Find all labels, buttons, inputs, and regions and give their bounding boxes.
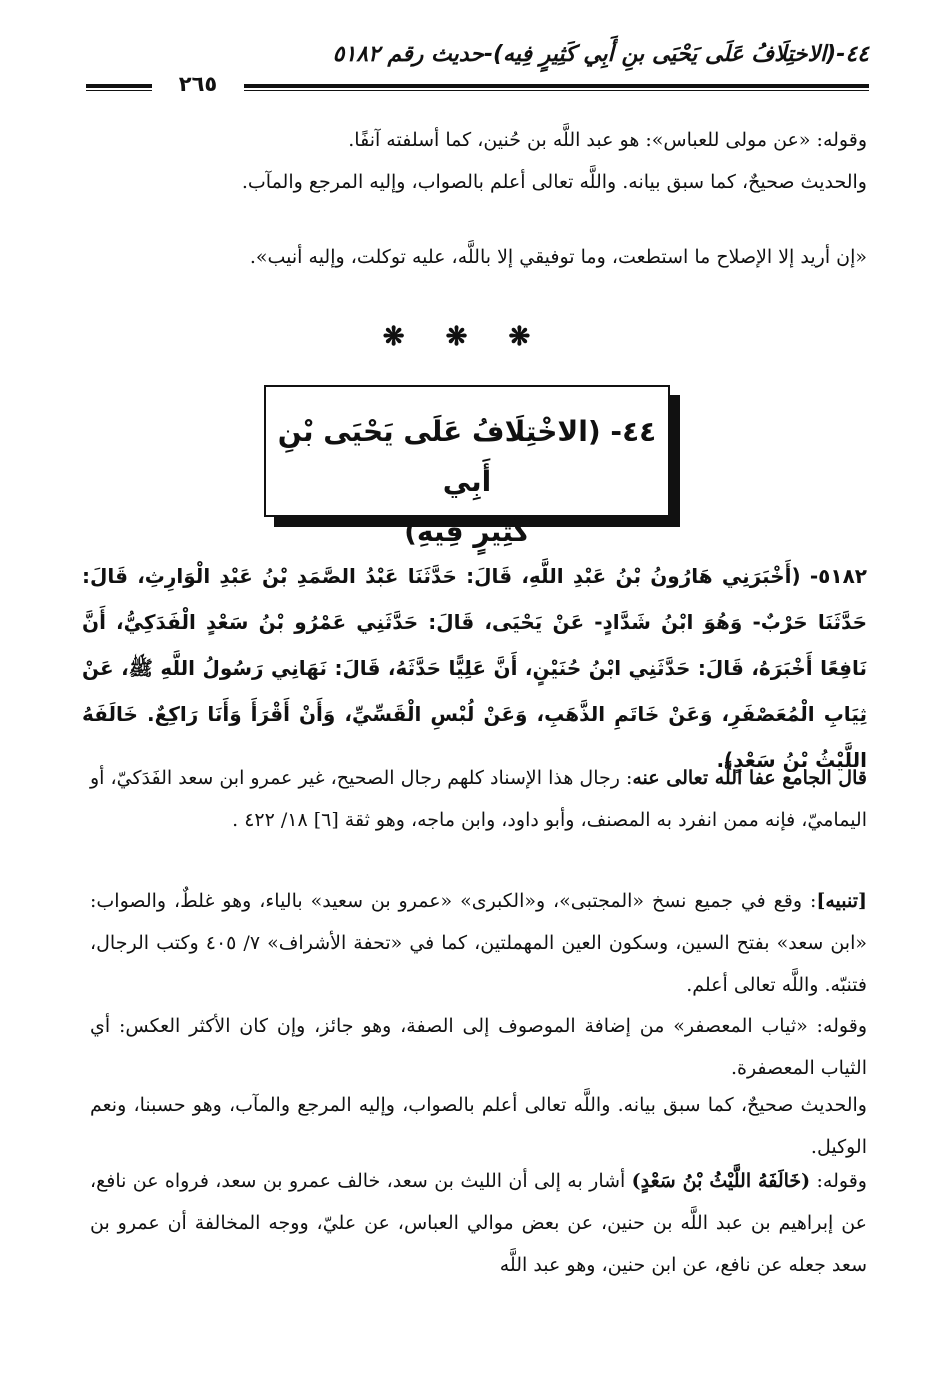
layth-body: أشار به إلى أن الليث بن سعد، خالف عمرو بن سعد، فرواه عن نافع، عن إبراهيم بن عبد اللَّه بن حنين، عن بعض موالي العباس، عن عليّ، ووجه المخالفة أن عمرو بن سعد جعله عن نافع، عن ابن حنين، وهو عبد اللَّه xyxy=(90,1170,867,1276)
running-header-title: ٤٤-(الاختِلَافُ عَلَى يَحْيَى بنِ أَبِي كَثِيرٍ فِيه)-حديث رقم ٥١٨٢ xyxy=(332,42,869,67)
header-rule-left xyxy=(86,84,152,91)
chapter-title xyxy=(276,407,658,557)
commentary-lead: قال الجامع عفا اللَّه تعالى عنه xyxy=(632,767,867,789)
chapter-title-line-1: ٤٤- (الاخْتِلَافُ عَلَى يَحْيَى بْنِ أَبِي xyxy=(277,415,657,498)
page-number: ٢٦٥ xyxy=(178,72,218,96)
note-lead: [تنبيه] xyxy=(816,890,867,912)
intro-paragraph-3: «إن أريد إلا الإصلاح ما استطعت، وما توفيقي إلا باللَّه، عليه توكلت، وإليه أنيب». xyxy=(249,246,867,268)
layth-quote: (خَالَفَهُ اللَّيْثُ بْنُ سَعْدٍ) xyxy=(631,1170,811,1192)
note-body: : وقع في جميع نسخ «المجتبى»، و«الكبرى» «عمرو بن سعيد» بالياء، وهو غلطٌ، والصواب: «ابن سعد» بفتح السين، وسكون العين المهملتين، كما في «تحفة الأشراف» ٧/ ٤٠٥ وكتب الرجال، فتنبّه. واللَّه تعالى أعلم. xyxy=(90,890,867,996)
hadith-text: ٥١٨٢- (أَخْبَرَنِي هَارُونُ بْنُ عَبْدِ اللَّهِ، قَالَ: حَدَّثَنَا عَبْدُ الصَّمَدِ بْنُ عَبْدِ الْوَارِثِ، قَالَ: حَدَّثَنَا حَرْبٌ- وَهُوَ ابْنُ شَدَّادٍ- عَنْ يَحْيَى، قَالَ: حَدَّثَنِي عَمْرُو بْنُ سَعْدٍ الْفَدَكِيُّ، أَنَّ نَافِعًا أَخْبَرَهُ، قَالَ: حَدَّثَنِي ابْنُ حُنَيْنٍ، أَنَّ عَلِيًّا حَدَّثَهُ، قَالَ: نَهَانِي رَسُولُ اللَّهِ ﷺ، عَنْ ثِيَابِ الْمُعَصْفَرِ، وَعَنْ خَاتَمِ الذَّهَبِ، وَعَنْ لُبْسِ الْقَسِّيِّ، وَأَنْ أَقْرَأَ وَأَنَا رَاكِعٌ. خَالَفَهُ اللَّيْثُ بْنُ سَعْدٍ). xyxy=(82,564,867,772)
intro-paragraph-2: والحديث صحيحٌ، كما سبق بيانه. واللَّه تعالى أعلم بالصواب، وإليه المرجع والمآب. xyxy=(241,171,867,193)
intro-paragraph-1: وقوله: «عن مولى للعباس»: هو عبد اللَّه بن حُنين، كما أسلفته آنفًا. xyxy=(348,129,867,151)
commentary-layth xyxy=(90,1160,867,1286)
commentary-narrators xyxy=(90,757,867,841)
section-separator: ❋ ❋ ❋ xyxy=(382,322,547,352)
commentary-authenticity: والحديث صحيحٌ، كما سبق بيانه. واللَّه تعالى أعلم بالصواب، وإليه المرجع والمآب، وهو حسبنا، ونعم الوكيل. xyxy=(90,1094,867,1158)
header-rule-right xyxy=(244,84,869,91)
chapter-heading-box xyxy=(264,385,670,548)
commentary-mu-asfar: وقوله: «ثياب المعصفر» من إضافة الموصوف إلى الصفة، وهو جائز، وإن كان الأكثر العكس: أي الثياب المعصفرة. xyxy=(90,1015,867,1079)
layth-pre: وقوله: xyxy=(810,1170,867,1192)
commentary-note xyxy=(90,880,867,1006)
commentary-body: : رجال هذا الإسناد كلهم رجال الصحيح، غير عمرو ابن سعد الفَدَكيّ، أو اليماميّ، فإنه ممن انفرد به المصنف، وأبو داود، وابن ماجه، وهو ثقة [٦] ١٨/ ٤٢٢ . xyxy=(90,767,867,831)
chapter-title-line-2: كَثِيرٍ فِيهِ) xyxy=(404,515,530,548)
